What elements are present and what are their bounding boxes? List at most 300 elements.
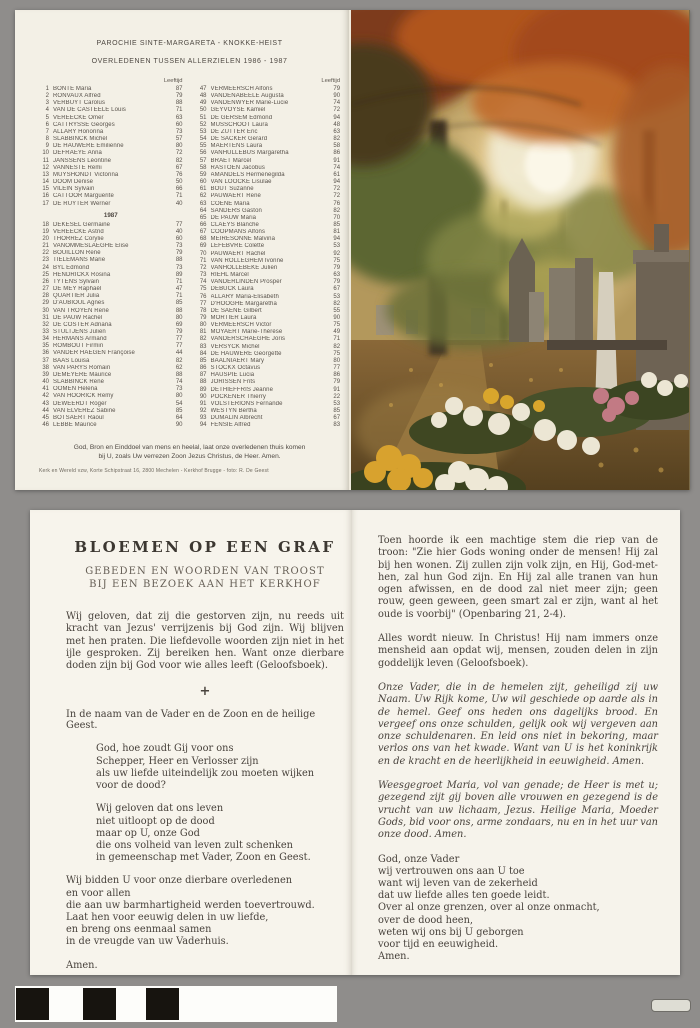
row-number: 35 xyxy=(42,343,49,350)
row-age: 73 xyxy=(175,386,183,393)
row-number: 92 xyxy=(199,408,207,415)
row-name: SLABBINCK Michel xyxy=(53,136,108,143)
row-number: 76 xyxy=(199,293,207,300)
row-name: DE ZUTTER Eric xyxy=(210,128,258,135)
deceased-row xyxy=(197,158,341,165)
row-number: 64 xyxy=(199,207,207,214)
row-number: 1 xyxy=(45,86,49,92)
closing-prayer-line1: God, Bron en Einddoel van mens en heelal, laat onze overledenen thuis komen xyxy=(73,443,306,451)
deceased-row xyxy=(39,136,183,143)
row-number: 39 xyxy=(42,371,49,378)
prayer-line: maar op U, onze God xyxy=(96,827,200,839)
amen-line: Amen. xyxy=(66,959,98,971)
row-number: 84 xyxy=(199,350,207,357)
deceased-row xyxy=(39,365,183,372)
cemetery-photo-illustration xyxy=(351,10,689,490)
row-number: 90 xyxy=(199,393,207,400)
row-name: HERMANS Armand xyxy=(53,336,107,343)
row-age: 55 xyxy=(333,307,341,314)
row-age: 79 xyxy=(333,379,341,386)
row-age: 73 xyxy=(175,264,183,271)
row-name: AMANDELS Hermenegilda xyxy=(210,171,285,178)
row-age: 71 xyxy=(175,278,183,285)
names-1987-list xyxy=(39,222,183,430)
deceased-row xyxy=(39,300,183,307)
subtitle-line2: BIJ EEN BEZOEK AAN HET KERKHOF xyxy=(89,579,321,590)
row-number: 27 xyxy=(42,286,49,293)
prayer-line: Over al onze grenzen, over al onze onmacht, xyxy=(378,902,600,914)
bottom-spread xyxy=(30,510,680,975)
row-number: 41 xyxy=(42,386,49,393)
deceased-row xyxy=(39,265,183,272)
row-number: 75 xyxy=(199,286,207,293)
deceased-row xyxy=(39,143,183,150)
row-number: 37 xyxy=(42,357,49,364)
row-name: RIEHL Marcel xyxy=(210,272,249,279)
row-age: 22 xyxy=(333,393,341,400)
deceased-row xyxy=(197,165,341,172)
deceased-row xyxy=(39,115,183,122)
row-number: 30 xyxy=(42,307,49,314)
row-number: 88 xyxy=(199,379,207,386)
row-name: BAALNIAERT Mary xyxy=(210,357,265,364)
names-1986-list xyxy=(39,86,183,208)
parish-header: PAROCHIE SINTE-MARGARETA - KNOKKE-HEIST xyxy=(96,40,283,47)
row-name: DEMEYERE Maurice xyxy=(53,371,112,378)
row-age: 44 xyxy=(175,350,183,357)
row-number: 7 xyxy=(45,128,49,135)
row-name: LEFEBVRE Colette xyxy=(210,243,265,250)
row-name: VEREECKE Omer xyxy=(53,114,104,121)
deceased-row xyxy=(39,158,183,165)
row-name: BRAET Marcel xyxy=(210,157,252,164)
row-age: 88 xyxy=(175,371,183,378)
row-name: TYTENS Sylvain xyxy=(53,278,100,285)
prayer-line: die aan uw barmhartigheid werden toevertrouwd. xyxy=(66,899,315,911)
prayer-stanza-1 xyxy=(96,743,344,792)
row-name: FENSIE Alfred xyxy=(210,422,251,429)
deceased-row xyxy=(39,422,183,429)
row-number: 61 xyxy=(199,186,207,193)
row-name: RASTOEN Jacobus xyxy=(210,164,265,171)
row-name: DE MEY Raphaël xyxy=(53,286,102,293)
row-age: 79 xyxy=(333,86,341,92)
row-age: 64 xyxy=(175,414,183,421)
row-name: POCKENER Thierry xyxy=(210,393,267,400)
prayer-line: dat uw liefde alles ten goede leidt. xyxy=(378,890,550,902)
deceased-row xyxy=(39,86,183,93)
row-name: DE GERSEM Edmond xyxy=(210,114,273,121)
row-number: 46 xyxy=(42,422,49,429)
row-number: 62 xyxy=(199,193,207,200)
row-age: 71 xyxy=(175,107,183,114)
prayer-line: in gemeenschap met Vader, Zoon en Geest. xyxy=(96,852,311,864)
row-number: 59 xyxy=(199,171,207,178)
row-name: ALLARY Maria-Elisabeth xyxy=(210,293,279,300)
row-age: 92 xyxy=(333,250,341,257)
row-age: 85 xyxy=(333,221,341,228)
row-name: BAAS Louisa xyxy=(53,357,90,364)
row-age: 91 xyxy=(333,386,341,393)
row-number: 48 xyxy=(199,93,207,100)
deceased-row xyxy=(197,265,341,272)
row-age: 70 xyxy=(333,214,341,221)
row-number: 34 xyxy=(42,336,49,343)
row-name: BYL Edmond xyxy=(53,264,90,271)
row-number: 2 xyxy=(45,93,49,100)
row-name: VANDER HAEGEN Françoise xyxy=(53,350,135,357)
row-name: ALLARY Honorina xyxy=(53,128,104,135)
row-name: THORREZ Corylie xyxy=(53,235,104,242)
deceased-row xyxy=(39,179,183,186)
row-age: 72 xyxy=(333,186,341,193)
row-age: 76 xyxy=(333,200,341,207)
row-name: DE HAUWERE Emilienne xyxy=(53,143,124,150)
deceased-row xyxy=(197,143,341,150)
row-name: MAERTENS Laura xyxy=(210,143,263,150)
row-name: OOMEN Helena xyxy=(53,386,98,393)
row-name: VAN PARYS Romain xyxy=(53,364,111,371)
row-number: 57 xyxy=(199,157,207,164)
row-name: DE SAENE Gilbert xyxy=(210,307,262,314)
deceased-row xyxy=(197,365,341,372)
row-name: WESTYN Bertha xyxy=(210,408,257,415)
deceased-row xyxy=(39,386,183,393)
row-age: 85 xyxy=(175,407,183,414)
row-age: 83 xyxy=(333,422,341,429)
row-number: 69 xyxy=(199,243,207,250)
deceased-row xyxy=(197,193,341,200)
row-number: 54 xyxy=(199,136,207,143)
row-name: DEWEERDT Roger xyxy=(53,400,107,407)
row-age: 67 xyxy=(333,286,341,293)
row-age: 77 xyxy=(175,221,183,228)
deceased-row xyxy=(39,100,183,107)
deceased-row xyxy=(197,394,341,401)
row-number: 36 xyxy=(42,350,49,357)
row-number: 5 xyxy=(45,114,49,121)
row-age: 91 xyxy=(333,157,341,164)
row-number: 26 xyxy=(42,278,49,285)
row-number: 42 xyxy=(42,393,49,400)
deceased-row xyxy=(39,393,183,400)
prayer-page-right xyxy=(352,510,680,975)
row-age: 48 xyxy=(333,121,341,128)
row-name: CATTOOR Marguerite xyxy=(53,193,114,200)
row-number: 87 xyxy=(199,372,207,379)
row-age: 82 xyxy=(175,157,183,164)
row-name: DE HAUWERE Georgette xyxy=(210,350,282,357)
deceased-row xyxy=(197,150,341,157)
row-age: 79 xyxy=(175,329,183,335)
deceased-row xyxy=(39,236,183,243)
row-name: VANHULLEBUS Margaretha xyxy=(210,150,289,157)
row-name: DE COSTER Adriana xyxy=(53,321,112,328)
row-age: 77 xyxy=(175,336,183,343)
row-name: VANDERLINDEN Prosper xyxy=(210,279,282,286)
deceased-row xyxy=(39,343,183,350)
subtitle-line1: GEBEDEN EN WOORDEN VAN TROOST xyxy=(85,566,325,577)
deceased-row xyxy=(39,243,183,250)
row-age: 75 xyxy=(333,350,341,357)
invocation-line: In de naam van de Vader en de Zoon en de heilige Geest. xyxy=(66,709,316,732)
row-name: STULTJENS Julien xyxy=(53,329,106,335)
row-age: 94 xyxy=(333,114,341,121)
deceased-row xyxy=(39,257,183,264)
row-name: VOLSTERIONS Fernande xyxy=(210,400,283,407)
row-number: 44 xyxy=(42,407,49,414)
row-age: 80 xyxy=(175,393,183,400)
prayer-line: wij vertrouwen ons aan U toe xyxy=(378,865,525,877)
row-age: 80 xyxy=(175,143,183,150)
deceased-row xyxy=(197,286,341,293)
year-divider: 1987 xyxy=(103,211,118,219)
row-number: 81 xyxy=(199,329,207,336)
deceased-row xyxy=(197,294,341,301)
deceased-row xyxy=(197,136,341,143)
deceased-row xyxy=(197,258,341,265)
row-number: 63 xyxy=(199,200,207,207)
row-number: 19 xyxy=(42,228,49,235)
deceased-row xyxy=(197,372,341,379)
row-number: 14 xyxy=(42,179,49,186)
deceased-row xyxy=(39,193,183,200)
row-name: LEBBE Maurice xyxy=(53,422,97,429)
row-number: 65 xyxy=(199,214,207,221)
row-age: 86 xyxy=(333,150,341,157)
deceased-row xyxy=(197,222,341,229)
prayer-line: voor tijd en eeuwigheid. xyxy=(378,938,499,950)
deceased-row xyxy=(39,165,183,172)
row-age: 85 xyxy=(175,300,183,307)
row-name: BOUT Suzanne xyxy=(210,186,254,193)
row-age: 72 xyxy=(333,107,341,114)
deceased-row xyxy=(197,379,341,386)
deceased-row xyxy=(197,243,341,250)
deceased-row xyxy=(197,107,341,114)
row-age: 60 xyxy=(175,235,183,242)
row-age: 67 xyxy=(333,415,341,422)
row-name: VAN ELVEREZ Sabine xyxy=(53,407,116,414)
row-number: 72 xyxy=(199,264,207,271)
row-name: VAN DE CASTEELE Louis xyxy=(53,107,127,114)
row-name: VANNESTE Remi xyxy=(53,164,102,171)
deceased-row xyxy=(39,107,183,114)
row-name: VANOMMESLAEGHE Elise xyxy=(53,243,129,250)
row-name: TIELEMANS Marie xyxy=(53,257,106,264)
deceased-row xyxy=(39,272,183,279)
deceased-row xyxy=(39,315,183,322)
prayer-line: want wij leven van de zekerheid xyxy=(378,877,538,889)
deceased-row xyxy=(197,279,341,286)
row-name: DE PAUW Maria xyxy=(210,214,257,221)
row-age: 53 xyxy=(333,243,341,250)
row-name: DETHIEFFRIS Jeanne xyxy=(210,386,274,393)
row-age: 57 xyxy=(175,136,183,143)
deceased-row xyxy=(197,408,341,415)
row-age: 82 xyxy=(333,343,341,350)
names-column-1 xyxy=(39,78,183,430)
row-age: 87 xyxy=(175,86,183,92)
deceased-row xyxy=(197,186,341,193)
row-age: 79 xyxy=(333,264,341,271)
booklet-title: BLOEMEN OP EEN GRAF xyxy=(74,538,336,556)
row-name: DEKESEL Germaine xyxy=(53,221,111,228)
row-name: VERBUYT Carolus xyxy=(53,100,106,107)
row-number: 12 xyxy=(42,164,49,171)
top-spread xyxy=(15,10,690,490)
age-column-header: Leeftijd xyxy=(163,78,183,84)
row-number: 51 xyxy=(199,114,207,121)
prayer-line: die ons volheid van leven zult schenken xyxy=(96,839,293,851)
row-number: 56 xyxy=(199,150,207,157)
names-column-2 xyxy=(197,78,341,430)
closing-prayer-line2: bij U, zoals Uw verrezen Zoon Jezus Christus, de Heer. Amen. xyxy=(98,452,281,460)
row-number: 6 xyxy=(45,121,49,128)
prayer-line: Wij bidden U voor onze dierbare overledenen xyxy=(66,875,293,887)
row-name: VEREECKE Astrid xyxy=(53,228,104,235)
row-age: 71 xyxy=(175,193,183,200)
row-name: VAN ROLLEGHEM Ivonne xyxy=(210,257,284,264)
row-number: 4 xyxy=(45,107,49,114)
row-age: 72 xyxy=(333,193,341,200)
row-number: 24 xyxy=(42,264,49,271)
deceased-row xyxy=(197,172,341,179)
row-number: 31 xyxy=(42,314,49,321)
deceased-row xyxy=(197,351,341,358)
deceased-row xyxy=(39,279,183,286)
row-age: 61 xyxy=(333,171,341,178)
row-number: 79 xyxy=(199,315,207,321)
row-number: 94 xyxy=(199,422,207,429)
row-number: 16 xyxy=(42,193,49,200)
row-age: 80 xyxy=(333,357,341,364)
row-number: 93 xyxy=(199,415,207,422)
row-age: 74 xyxy=(333,100,341,107)
row-name: BONTE Maria xyxy=(53,86,92,92)
row-number: 91 xyxy=(199,400,207,407)
prayer-line: Laat hen voor eeuwig delen in uw liefde, xyxy=(66,911,269,923)
prayer-line: voor de dood? xyxy=(96,780,166,792)
names-columns xyxy=(39,78,340,430)
row-number: 40 xyxy=(42,379,49,386)
row-name: SANDERS Gaston xyxy=(210,207,262,214)
row-number: 47 xyxy=(199,86,207,92)
row-name: DE SACKER Gerard xyxy=(210,136,268,143)
prayer-line: God, onze Vader xyxy=(378,853,460,865)
row-name: RONVAUX Alfred xyxy=(53,93,101,100)
row-number: 38 xyxy=(42,364,49,371)
row-age: 94 xyxy=(333,179,341,186)
row-name: PAUWAERT René xyxy=(210,193,261,200)
row-number: 49 xyxy=(199,100,207,107)
row-age: 49 xyxy=(333,329,341,336)
row-number: 68 xyxy=(199,236,207,243)
scan-artifact-tab xyxy=(651,999,691,1012)
row-number: 60 xyxy=(199,179,207,186)
row-number: 58 xyxy=(199,164,207,171)
row-number: 86 xyxy=(199,365,207,372)
row-age: 82 xyxy=(175,357,183,364)
row-name: DE PAUW Rachel xyxy=(53,314,103,321)
closing-prayer xyxy=(39,443,340,461)
row-number: 43 xyxy=(42,400,49,407)
deceased-row xyxy=(39,222,183,229)
deceased-row xyxy=(39,401,183,408)
row-age: 74 xyxy=(333,164,341,171)
row-age: 77 xyxy=(333,365,341,372)
row-age: 40 xyxy=(175,200,183,207)
row-age: 79 xyxy=(175,93,183,100)
row-name: JANSSENS Léontine xyxy=(53,157,112,164)
row-age: 77 xyxy=(175,343,183,350)
deceased-row xyxy=(39,286,183,293)
row-age: 72 xyxy=(175,150,183,157)
final-prayer-stanza xyxy=(378,854,658,964)
row-number: 8 xyxy=(45,136,49,143)
row-number: 13 xyxy=(42,171,49,178)
row-age: 88 xyxy=(175,307,183,314)
deceased-row xyxy=(39,372,183,379)
deceased-row xyxy=(39,329,183,336)
cemetery-photo xyxy=(349,10,690,490)
deceased-row xyxy=(39,322,183,329)
row-name: CLAEYS Blanche xyxy=(210,221,259,228)
row-age: 66 xyxy=(175,186,183,193)
row-name: JORISSEN Frits xyxy=(210,379,256,386)
row-number: 10 xyxy=(42,150,49,157)
row-name: COOPMANS Alfons xyxy=(210,229,266,236)
row-number: 3 xyxy=(45,100,49,107)
row-name: SLABBINCK René xyxy=(53,379,105,386)
row-name: HENDRICKX Rosina xyxy=(53,271,111,278)
deceased-row xyxy=(197,229,341,236)
row-number: 11 xyxy=(42,157,49,164)
row-name: VERMEERSCH Alfons xyxy=(210,86,273,92)
deceased-row xyxy=(39,415,183,422)
deceased-row xyxy=(197,329,341,336)
row-age: 50 xyxy=(175,179,183,186)
row-number: 82 xyxy=(199,336,207,343)
row-age: 82 xyxy=(333,136,341,143)
row-name: MUSSCHOOT Laura xyxy=(210,121,268,128)
prayer-line: Schepper, Heer en Verlosser zijn xyxy=(96,755,259,767)
row-age: 69 xyxy=(175,321,183,328)
row-name: QUARTIER Julia xyxy=(53,293,100,300)
deceased-row xyxy=(197,358,341,365)
row-age: 60 xyxy=(175,121,183,128)
row-name: ROMBOUT Firmin xyxy=(53,343,104,350)
row-number: 80 xyxy=(199,322,207,329)
row-age: 79 xyxy=(333,279,341,286)
row-age: 53 xyxy=(333,400,341,407)
row-number: 83 xyxy=(199,343,207,350)
deceased-row xyxy=(39,186,183,193)
deceased-row xyxy=(39,122,183,129)
prayer-stanza-2 xyxy=(96,803,344,864)
row-name: MOYAERT Marie-Thérèse xyxy=(210,329,283,336)
row-name: VANDENWYER Marie-Lucie xyxy=(210,100,289,107)
row-age: 73 xyxy=(175,128,183,135)
row-number: 50 xyxy=(199,107,207,114)
prayer-line: over de dood heen, xyxy=(378,914,473,926)
row-name: DE RUYTER Werner xyxy=(53,200,111,207)
row-age: 79 xyxy=(175,250,183,257)
row-age: 76 xyxy=(175,171,183,178)
prayer-line: weten wij ons bij U geborgen xyxy=(378,926,524,938)
row-name: HAUSPIE Lucia xyxy=(210,372,255,379)
prayer-stanza-3 xyxy=(66,875,344,948)
